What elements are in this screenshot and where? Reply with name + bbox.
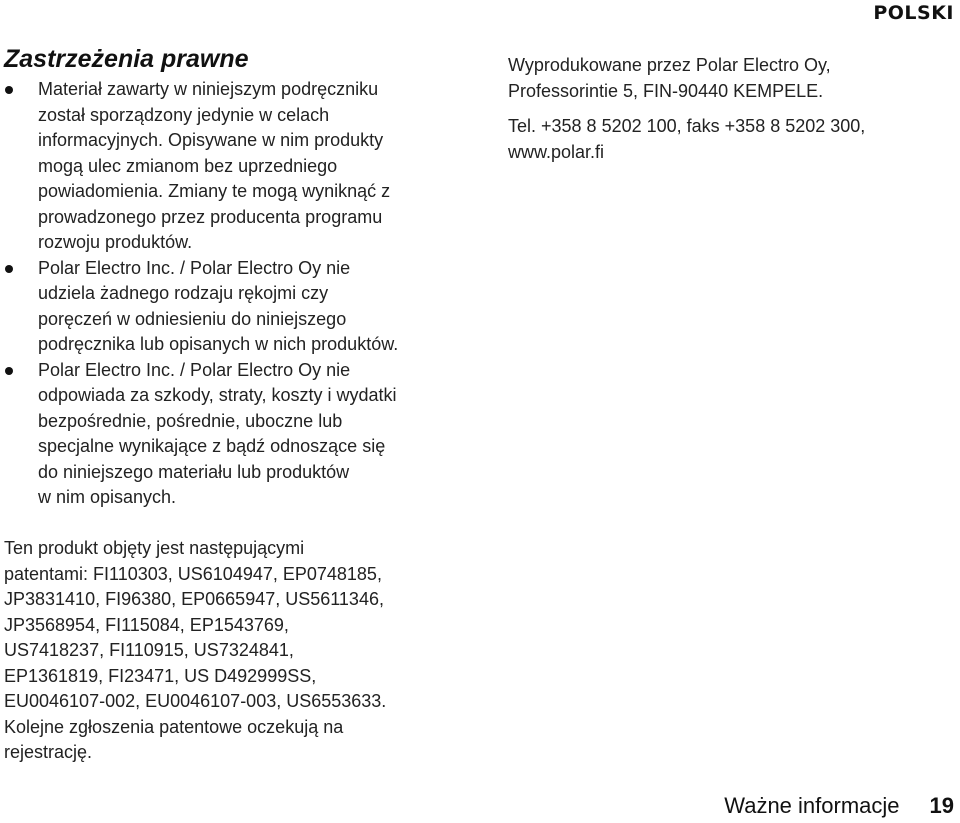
manufacturer-info [508,53,948,165]
text-line: udziela żadnego rodzaju rękojmi czy [38,283,329,303]
text-line: prowadzonego przez producenta programu [38,206,383,227]
text-line: JP3568954, FI115084, EP1543769, [4,614,289,635]
text-line: rozwoju produktów. [38,232,193,252]
footer-section-title: Ważne informacje [724,793,900,818]
text-line: do niniejszego materiału lub produktów [38,461,350,482]
website-url: www.polar.fi [508,141,605,162]
text-line: Polar Electro Inc. / Polar Electro Oy nie [38,359,351,380]
legal-heading: Zastrzeżenia prawne [4,45,249,73]
text-line: EU0046107-002, EU0046107-003, US6553633. [4,691,387,711]
manufacturer-contact [508,114,948,165]
text-line: odpowiada za szkody, straty, koszty i wydatki [38,385,397,405]
text-line: specjalne wynikające z bądź odnoszące się [38,436,386,456]
text-line: US7418237, FI110915, US7324841, [4,640,294,660]
manufacturer-address [508,53,948,104]
bullet-icon [5,265,13,273]
text-line: został sporządzony jedynie w celach [38,104,330,125]
text-line: bezpośrednie, pośrednie, uboczne lub [38,410,343,431]
language-label: POLSKI [873,2,954,24]
patents-paragraph [4,536,474,766]
legal-list [4,77,474,511]
text-line: informacyjnych. Opisywane w nim produkty [38,130,384,150]
text-line: patentami: FI110303, US6104947, EP0748185, [4,563,382,584]
page-number: 19 [929,793,954,818]
phone-fax-line: Tel. +358 8 5202 100, faks +358 8 5202 300, [508,116,866,136]
text-line: Kolejne zgłoszenia patentowe oczekują na [4,716,344,737]
text-line: rejestrację. [4,742,93,762]
text-line: w nim opisanych. [38,487,177,507]
text-line: poręczeń w odniesieniu do niniejszego [38,308,347,329]
text-line: JP3831410, FI96380, EP0665947, US5611346, [4,589,384,609]
text-line: Materiał zawarty w niniejszym podręczniku [38,79,379,99]
text-line: podręcznika lub opisanych w nich produktów. [38,334,399,354]
text-line: Ten produkt objęty jest następującymi [4,538,305,558]
text-line: powiadomienia. Zmiany te mogą wyniknąć z [38,181,391,201]
text-line: Professorintie 5, FIN-90440 KEMPELE. [508,80,824,101]
legal-disclaimer-section [4,44,474,511]
legal-item [4,77,474,256]
text-line: EP1361819, FI23471, US D492999SS, [4,665,317,686]
legal-item [4,256,474,358]
page-footer [724,793,954,819]
text-line: mogą ulec zmianom bez uprzedniego [38,155,338,176]
bullet-icon [5,86,13,94]
text-line: Polar Electro Inc. / Polar Electro Oy nie [38,257,351,278]
legal-item [4,358,474,511]
bullet-icon [5,367,13,375]
text-line: Wyprodukowane przez Polar Electro Oy, [508,55,831,75]
